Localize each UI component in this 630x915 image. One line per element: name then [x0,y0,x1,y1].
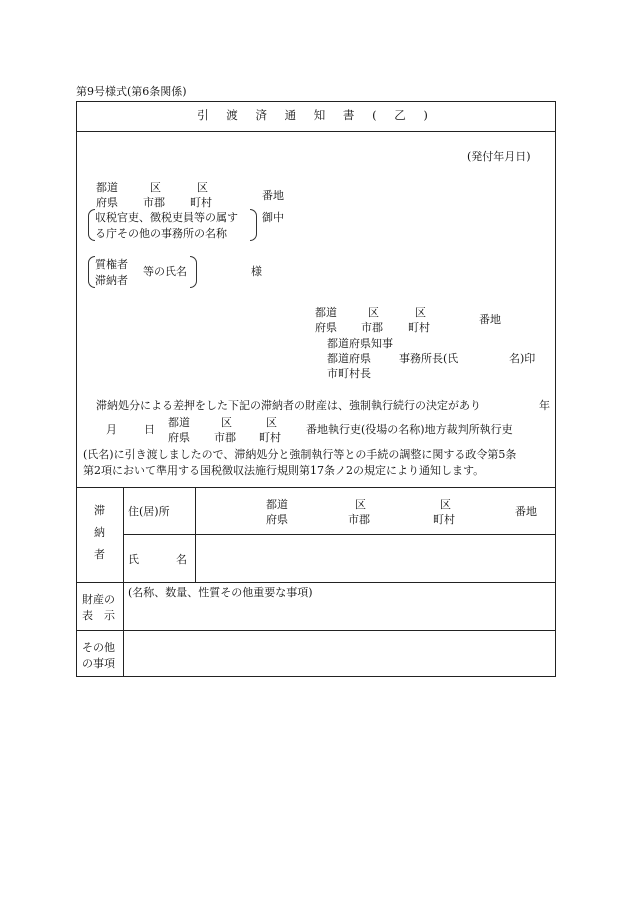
recipient-sama: 様 [251,265,262,278]
body-todo: 都道 [168,416,190,429]
name-label-2: 名 [176,553,187,566]
body-line3: (氏名)に引き渡しましたので、滞納処分と強制執行等との手続の調整に関する政令第5条 [83,448,517,461]
addressee-banchi: 番地 [262,189,284,202]
other-label-1: その他 [82,641,115,654]
sender-todo: 都道 [315,306,337,319]
name-label-1: 氏 [128,553,139,566]
table-addr-chouson: 町村 [433,513,455,526]
body-day: 日 [144,423,155,436]
body-line1: 滞納処分による差押をした下記の滞納者の財産は、強制執行続行の決定があり [96,399,481,412]
title-divider [76,131,556,132]
addressee-chouson: 町村 [190,196,212,209]
addressee-office-line2: る庁その他の事務所の名称 [95,227,227,240]
recipient-name-label: 等の氏名 [143,265,187,278]
table-addr-todo: 都道 [266,498,288,511]
addressee-shigun: 市郡 [143,196,165,209]
table-top-line [76,487,556,488]
recipient-role2: 滞納者 [95,274,128,287]
sender-ku1: 区 [368,306,379,319]
body-line4: 第2項において準用する国税徴収法施行規則第17条ノ2の規定により通知します。 [83,464,485,477]
body-month: 月 [106,423,117,436]
addressee-office-line1: 収税官吏、徴税吏員等の属す [95,211,238,224]
body-ku1: 区 [221,416,232,429]
body-ku2: 区 [266,416,277,429]
table-addr-banchi: 番地 [515,505,537,518]
body-shigun: 市郡 [214,431,236,444]
sender-office-mid: 事務所長(氏 [399,352,459,365]
sender-office-suffix: 名)印 [509,352,536,365]
table-addr-fuken: 府県 [266,513,288,526]
delinquent-char-2: 納 [94,526,105,539]
table-row-divider-addr [123,534,556,535]
property-note: (名称、数量、性質その他重要な事項) [128,586,313,599]
body-line2-rest: 番地執行吏(役場の名称)地方裁判所執行吏 [306,423,513,436]
right-paren [250,209,257,241]
table-addr-ku2: 区 [440,498,451,511]
addressee-todo: 都道 [96,181,118,194]
sender-governor: 都道府県知事 [327,337,393,350]
addressee-ku2: 区 [197,181,208,194]
sender-ku2: 区 [415,306,426,319]
body-fuken: 府県 [168,431,190,444]
body-year: 年 [539,399,550,412]
sender-banchi: 番地 [479,313,501,326]
body-chouson: 町村 [259,431,281,444]
left-paren [88,209,95,241]
delinquent-char-3: 者 [94,548,105,561]
delinquent-char-1: 滞 [94,504,105,517]
address-label: 住(居)所 [128,505,170,518]
table-row-divider-property [76,582,556,583]
sender-mayor: 市町村長 [327,367,371,380]
sender-shigun: 市郡 [361,321,383,334]
other-label-2: の事項 [82,657,115,670]
addressee-onchu: 御中 [262,211,284,224]
sender-chouson: 町村 [408,321,430,334]
table-addr-ku1: 区 [355,498,366,511]
table-row-divider-other [76,630,556,631]
addressee-fuken: 府県 [96,196,118,209]
sender-office-prefix: 都道府県 [327,352,371,365]
table-addr-shigun: 市郡 [348,513,370,526]
left-paren [88,256,95,288]
recipient-role1: 質権者 [95,258,128,271]
document-title: 引 渡 済 通 知 書 ( 乙 ) [197,108,435,122]
property-label-2: 表 示 [82,609,115,622]
issue-date: (発付年月日) [467,150,531,163]
property-label-1: 財産の [82,593,115,606]
sender-fuken: 府県 [315,321,337,334]
right-paren [190,256,197,288]
addressee-ku1: 区 [150,181,161,194]
form-label: 第9号様式(第6条関係) [76,85,187,98]
